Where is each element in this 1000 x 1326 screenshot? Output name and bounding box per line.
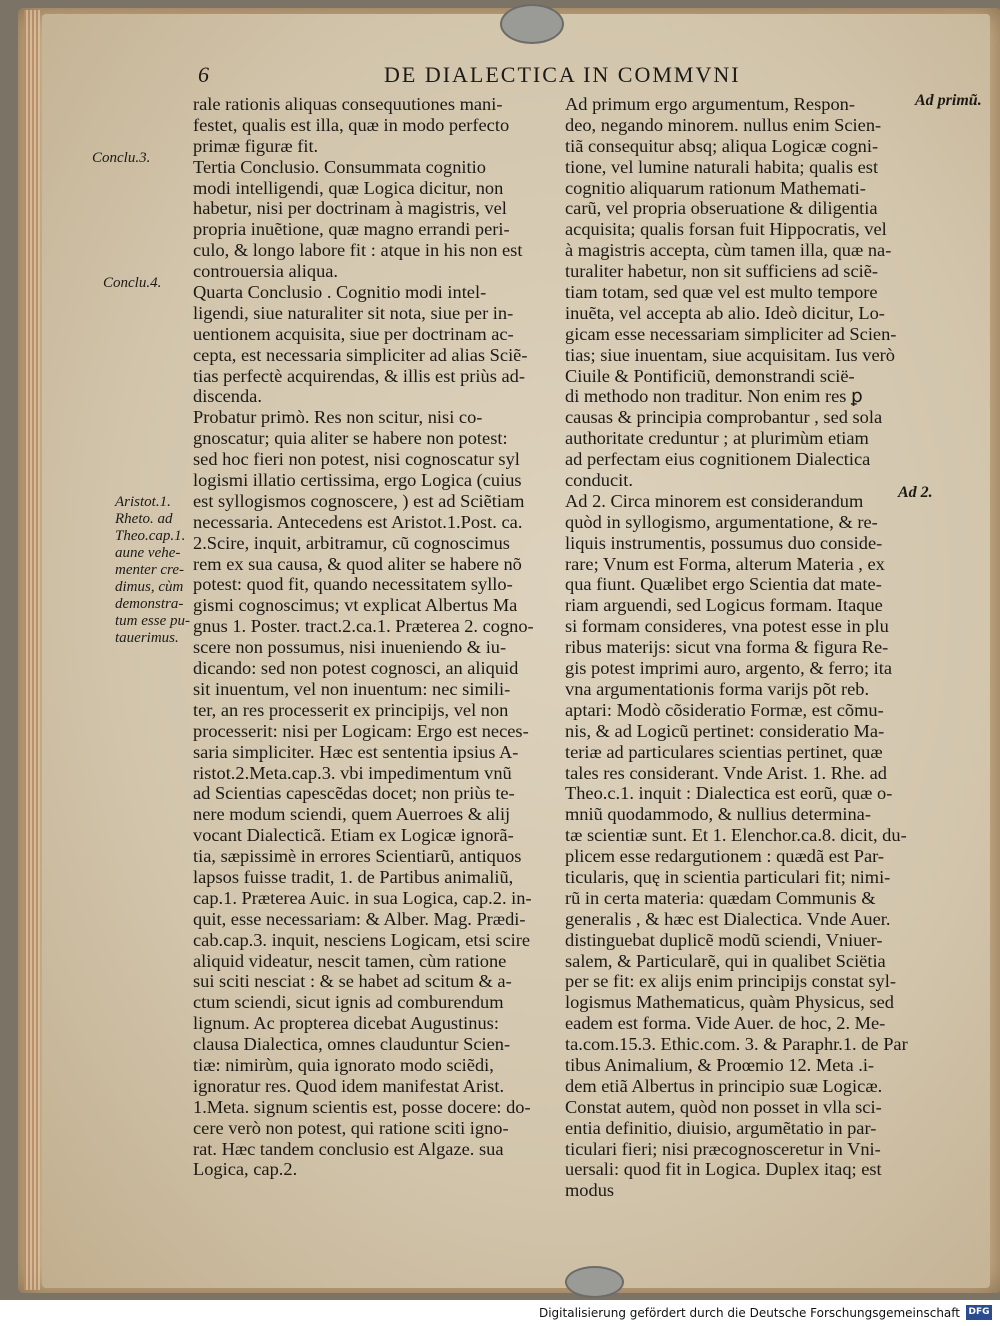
- text-line: rale rationis aliquas consequutiones mani-: [193, 94, 503, 114]
- page-stack-edge: [24, 10, 40, 1290]
- text-line: rat. Hæc tandem conclusio est Algaze. sua: [193, 1138, 504, 1159]
- text-line: Theo.c.1. inquit : Dialectica est eorũ, quæ o-: [565, 783, 893, 804]
- text-line: rare; Vnum est Forma, alterum Materia , ex: [565, 553, 885, 574]
- text-line: tæ scientiæ sunt. Et 1. Elenchor.ca.8. dicit, du-: [565, 825, 907, 846]
- text-line: processerit: nisi per Logicam: Ergo est neces-: [193, 720, 529, 741]
- text-line: generalis , & hæc est Dialectica. Vnde Auer.: [565, 908, 891, 929]
- text-line: gismi cognoscimus; vt explicat Albertus Ma: [193, 595, 518, 616]
- text-line: salem, & Particularẽ, qui in qualibet Sciëtia: [565, 950, 886, 971]
- text-line: controuersia aliqua.: [193, 261, 339, 282]
- left-text-column: [193, 94, 563, 1180]
- text-line: quit, esse necessariam: & Alber. Mag. Prædi-: [193, 908, 526, 929]
- text-line: gis potest imprimi auro, argento, & ferro; ita: [565, 658, 893, 679]
- margin-note-ad-primum: Ad primũ.: [915, 92, 982, 109]
- text-line: cognitio aliquarum rationum Mathemati-: [565, 177, 866, 198]
- margin-note-conclusio-3: Conclu.3.: [92, 150, 151, 166]
- text-line: Tertia Conclusio. Consummata cognitio: [193, 156, 486, 177]
- page-number: 6: [198, 62, 211, 87]
- text-line: tibus Animalium, & Proœmio 12. Meta .i-: [565, 1054, 875, 1075]
- text-line: turaliter habetur, non sit sufficiens ad sciẽ-: [565, 261, 878, 282]
- text-line: Ad 2. Circa minorem est considerandum: [565, 490, 864, 511]
- text-line: clausa Dialectica, omnes clauduntur Scien-: [193, 1034, 511, 1055]
- text-line: modus: [565, 1180, 615, 1201]
- text-line: cere verò non potest, qui ratione sciti igno-: [193, 1117, 509, 1138]
- text-line: dicando: sed non potest cognosci, an aliquid: [193, 658, 519, 679]
- margin-note-conclusio-4: Conclu.4.: [103, 275, 162, 291]
- text-line: habetur, nisi per doctrinam à magistris, vel: [193, 198, 507, 219]
- text-line: tales res considerant. Vnde Arist. 1. Rhe. ad: [565, 762, 887, 783]
- text-line: qua fiunt. Quælibet ergo Scientia dat mate-: [565, 574, 882, 595]
- text-line: cab.cap.3. inquit, nesciens Logicam, etsi scire: [193, 929, 531, 950]
- text-line: Probatur primò. Res non scitur, nisi co-: [193, 407, 483, 428]
- text-line: entia definitio, diuisio, argumẽtatio in par-: [565, 1117, 877, 1138]
- text-line: ad Scientias capescẽdas docet; non priùs te-: [193, 783, 515, 804]
- text-line: authoritate creduntur ; at plurimùm etiam: [565, 428, 869, 449]
- text-line: primæ figuræ fit.: [193, 135, 319, 156]
- text-line: distinguebat duplicẽ modũ sciendi, Vniuer-: [565, 929, 883, 950]
- text-line: mniũ quodammodo, & nullius determina-: [565, 804, 871, 825]
- text-line: Constat autem, quòd non posset in vlla sci-: [565, 1096, 882, 1117]
- text-line: modi intelligendi, quæ Logica dicitur, non: [193, 177, 504, 198]
- margin-line: tauerimus.: [115, 630, 179, 646]
- text-line: tias perfectè acquirendas, & illis est priùs ad-: [193, 365, 525, 386]
- text-line: tiam totam, sed quæ vel est multo tempore: [565, 282, 878, 303]
- text-line: cepta, est necessaria simpliciter ad alias Sciẽ-: [193, 344, 528, 365]
- text-line: logismus Mathematicus, quàm Physicus, sed: [565, 992, 894, 1013]
- text-line: carũ, vel propria obseruatione & diligentia: [565, 198, 878, 219]
- text-line: ribus materijs: sicut vna forma & figura Re-: [565, 637, 889, 658]
- text-line: nis, & ad Logicũ pertinet: consideratio Ma-: [565, 720, 885, 741]
- text-line: gicam esse necessariam simpliciter ad Scien-: [565, 323, 897, 344]
- text-line: inuẽta, vel accepta ab alio. Ideò dicitur, Lo-: [565, 302, 885, 323]
- text-line: ter, an res processerit ex principijs, vel non: [193, 699, 509, 720]
- text-line: si formam consideres, vna potest esse in plu: [565, 616, 889, 637]
- text-line: discenda.: [193, 386, 262, 407]
- text-line: ta.com.15.3. Ethic.com. 3. & Paraphr.1. de Par: [565, 1034, 908, 1055]
- text-line: necessaria. Antecedens est Aristot.1.Post. ca.: [193, 511, 523, 532]
- margin-line: tum esse pu-: [115, 613, 190, 629]
- text-line: gnoscatur; quia aliter se habere non potest:: [193, 428, 508, 449]
- text-line: Ad primum ergo argumentum, Respon-: [565, 94, 855, 114]
- text-line: logismi illatio certissima, ergo Logica (cuius: [193, 470, 522, 491]
- text-line: à magistris accepta, cùm tamen illa, quæ na-: [565, 240, 892, 261]
- text-line: ticularis, quę in scientia particulari fit; nimi-: [565, 866, 891, 887]
- text-line: deo, negando minorem. nullus enim Scien-: [565, 114, 882, 135]
- text-line: potest: quod fit, quando necessitatem syllo-: [193, 574, 513, 595]
- text-line: aptari: Modò cõsideratio Formæ, est cõmu-: [565, 699, 884, 720]
- margin-note-aristotle: [115, 494, 190, 647]
- text-line: acquisita; qualis forsan fuit Hippocratis, vel: [565, 219, 887, 240]
- text-line: di methodo non traditur. Non enim res ꝑ: [565, 386, 863, 407]
- text-line: ad perfectam eius cognitionem Dialectica: [565, 449, 871, 470]
- text-line: Quarta Conclusio . Cognitio modi intel-: [193, 282, 487, 303]
- margin-line: demonstra-: [115, 596, 184, 612]
- text-line: ticulari fieri; nisi præcognosceretur in Vni-: [565, 1138, 881, 1159]
- text-line: 1.Meta. signum scientis est, posse docere: do-: [193, 1096, 531, 1117]
- clasp-top: [500, 4, 564, 44]
- text-line: lapsos fuisse tradit, 1. de Partibus animaliũ,: [193, 866, 514, 887]
- text-line: tia, sæpissimè in errores Scientiarũ, antiquos: [193, 846, 522, 867]
- text-line: propria inuẽtione, quæ magno errandi peri-: [193, 219, 510, 240]
- text-line: lignum. Ac propterea dicebat Augustinus:: [193, 1013, 499, 1034]
- text-line: plicem esse redargutionem : quædã est Par-: [565, 846, 884, 867]
- text-line: aliquid videatur, nescit tamen, cùm ratione: [193, 950, 507, 971]
- margin-line: menter cre-: [115, 562, 184, 578]
- text-line: nere modum sciendi, quem Auerroes & alij: [193, 804, 511, 825]
- funding-notice: Digitalisierung gefördert durch die Deutsche Forschungsgemeinschaft: [538, 1306, 960, 1320]
- text-line: uentionem acquisita, siue per doctrinam ac-: [193, 323, 514, 344]
- margin-line: aune vehe-: [115, 545, 181, 561]
- text-line: rem ex sua causa, & quod aliter se habere nõ: [193, 553, 522, 574]
- text-line: scere non possumus, nisi inueniendo & iu-: [193, 637, 507, 658]
- text-line: Ciuile & Pontificiũ, demonstrandi scië-: [565, 365, 855, 386]
- clasp-bottom: [565, 1266, 624, 1298]
- text-line: rũ in certa materia: quædam Communis &: [565, 887, 876, 908]
- text-line: culo, & longo labore fit : atque in his non est: [193, 240, 523, 261]
- running-title: DE DIALECTICA IN COMMVNI: [384, 62, 741, 87]
- text-line: riam arguendi, sed Logicus formam. Itaque: [565, 595, 883, 616]
- text-line: teriæ ad particulares scientias pertinet, quæ: [565, 741, 883, 762]
- text-line: sed hoc fieri non potest, nisi cognoscatur syl: [193, 449, 520, 470]
- text-line: est syllogismos cognoscere, ) est ad Sciẽtiam: [193, 490, 525, 511]
- text-line: tias; siue inuentam, siue acquisitam. Ius verò: [565, 344, 895, 365]
- text-line: ligendi, siue naturaliter sit nota, siue per in-: [193, 302, 514, 323]
- text-line: saria simpliciter. Hæc est sententia ipsius A-: [193, 741, 519, 762]
- text-line: gnus 1. Poster. tract.2.ca.1. Præterea 2. cogno-: [193, 616, 534, 637]
- text-line: ctum sciendi, sicut ignis ad comburendum: [193, 992, 504, 1013]
- text-line: 2.Scire, inquit, arbitramur, cũ cognoscimus: [193, 532, 510, 553]
- text-line: cap.1. Præterea Auic. in sua Logica, cap.2. in-: [193, 887, 532, 908]
- text-line: tiã consequitur absq; aliqua Logicæ cogni-: [565, 135, 879, 156]
- text-line: tione, vel lumine naturali habita; qualis est: [565, 156, 879, 177]
- text-line: causas & principia comprobantur , sed sola: [565, 407, 883, 428]
- text-line: festet, qualis est illa, quæ in modo perfecto: [193, 114, 510, 135]
- margin-line: Rheto. ad: [115, 511, 173, 527]
- footer-bar: [0, 1300, 1000, 1326]
- text-line: ignoratur res. Quod idem manifestat Arist.: [193, 1075, 505, 1096]
- text-line: tiæ: nimirùm, quia ignorato modo sciẽdi,: [193, 1054, 494, 1075]
- dfg-logo: DFG: [966, 1305, 992, 1320]
- text-line: sui sciti nesciat : & se habet ad scitum & a-: [193, 971, 512, 992]
- margin-line: Aristot.1.: [115, 494, 171, 510]
- text-line: per se fit: ex alijs enim principijs constat syl-: [565, 971, 896, 992]
- text-line: uersali: quod fit in Logica. Duplex itaq; est: [565, 1159, 882, 1180]
- margin-line: dimus, cùm: [115, 579, 184, 595]
- right-text-column: [565, 94, 910, 1201]
- margin-note-ad-2: Ad 2.: [898, 484, 933, 501]
- text-line: ristot.2.Meta.cap.3. vbi impedimentum vnũ: [193, 762, 512, 783]
- text-line: conducit.: [565, 470, 633, 491]
- text-line: quòd in syllogismo, argumentatione, & re-: [565, 511, 878, 532]
- text-line: liquis instrumentis, possumus duo conside-: [565, 532, 883, 553]
- text-line: vna argumentationis forma varijs põt reb.: [565, 678, 870, 699]
- margin-line: Theo.cap.1.: [115, 528, 186, 544]
- text-line: Logica, cap.2.: [193, 1159, 298, 1180]
- text-line: vocant Dialecticã. Etiam ex Logicæ ignorã-: [193, 825, 514, 846]
- text-line: dem etiã Albertus in principio suæ Logicæ.: [565, 1075, 883, 1096]
- text-line: sit inuentum, vel non inuentum: nec simili-: [193, 678, 511, 699]
- text-line: eadem est forma. Vide Auer. de hoc, 2. Me-: [565, 1013, 886, 1034]
